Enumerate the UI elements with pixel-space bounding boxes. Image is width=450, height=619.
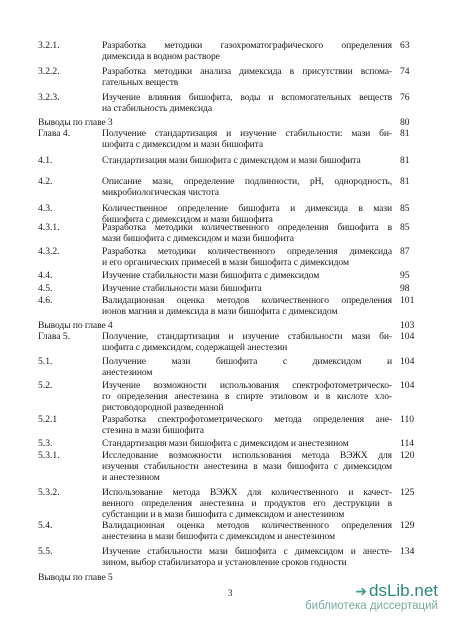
toc-entry-line: изучения стабильности анестезина в мази бишофита с димексидом [102, 461, 392, 472]
toc-entry-line: Описание мази, определение подлинности, pH, однородность, [102, 176, 392, 187]
toc-entry-line: ионов магния и димексида в мази бишофита с димексидом [102, 306, 338, 317]
toc-entry-line: Валидационная оценка методов количественного определения [102, 520, 392, 531]
toc-entry-line: Стандартизация мази бишофита с димексидом и анестезином [102, 438, 349, 449]
toc-entry-number: 4.5. [38, 283, 53, 294]
toc-entry-page: 134 [400, 546, 415, 557]
toc-entry-number: 3.2.3. [38, 92, 60, 103]
toc-entry-line: Выводы по главе 5 [38, 572, 113, 583]
toc-entry-title [102, 283, 392, 294]
toc-entry-number: 3.2.1. [38, 40, 60, 51]
toc-entry-page: 103 [400, 320, 415, 331]
toc-entry-number: 5.2.1 [38, 414, 58, 425]
toc-entry-line: Валидационная оценка методов количественного определения [102, 295, 392, 306]
toc-entry-page: 110 [400, 414, 415, 425]
toc-entry-number: 4.2. [38, 176, 53, 187]
toc-entry-page: 74 [400, 66, 410, 77]
toc-entry-line: Разработка методики количественного определения бишофита в [102, 222, 392, 233]
toc-entry-page: 101 [400, 295, 415, 306]
toc-entry-number: 5.3.2. [38, 487, 60, 498]
toc-entry-line: и его органических примесей в мази бишофита с димексидом [102, 257, 349, 268]
watermark-subtitle: библиотека диссертаций [305, 600, 438, 612]
toc-entry-page: 81 [400, 155, 410, 166]
toc-entry-page: 80 [400, 117, 410, 128]
toc-entry-page: 129 [400, 520, 415, 531]
toc-entry-page: 63 [400, 40, 410, 51]
toc-entry-number: 4.3. [38, 203, 53, 214]
toc-entry-title [102, 155, 392, 166]
toc-entry-line: Изучение стабильности мази бишофита с димексидом и анесте- [102, 546, 392, 557]
toc-entry-line: Получение мази бишофита с димексидом и [102, 356, 392, 367]
toc-entry-title [102, 40, 392, 62]
toc-entry-number: 5.3.1. [38, 450, 60, 461]
toc-entry-line: гательных веществ [102, 77, 179, 88]
toc-entry-line: Разработка методики анализа димексида в присутствии вспома- [102, 66, 392, 77]
toc-entry-line: Получение, стандартизация и изучение стабильности мази би- [102, 331, 392, 342]
toc-entry-line: анестезином [102, 367, 153, 378]
toc-entry-page: 104 [400, 331, 415, 342]
toc-entry-number: 4.3.1. [38, 222, 60, 233]
toc-entry-page: 76 [400, 92, 410, 103]
toc-entry-line: го определения анестезина в спирте этиловом и в кислоте хло- [102, 391, 392, 402]
toc-entry-title [38, 320, 392, 331]
toc-entry-line: Использование метода ВЭЖХ для количественного и качест- [102, 487, 392, 498]
toc-entry-line: на стабильность димексида [102, 103, 212, 114]
toc-entry-title [102, 270, 392, 281]
toc-entry-number: Глава 4. [38, 128, 71, 139]
toc-entry-line: субстанции и в мази бишофита с димексидом и анестезином [102, 509, 345, 520]
toc-entry-number: 4.1. [38, 155, 53, 166]
toc-entry-title [102, 356, 392, 378]
toc-entry-title [102, 246, 392, 268]
toc-entry-page: 98 [400, 283, 410, 294]
toc-entry-number: Глава 5. [38, 331, 71, 342]
toc-entry-line: Изучение возможности использования спектрофотометрическо- [102, 380, 392, 391]
toc-entry-number: 4.6. [38, 295, 53, 306]
toc-entry-number: 5.3. [38, 438, 53, 449]
toc-entry-page: 125 [400, 487, 415, 498]
watermark [305, 582, 438, 613]
toc-entry-line: Разработка методики газохроматографического определения [102, 40, 392, 51]
toc-entry-line: Выводы по главе 4 [38, 320, 113, 331]
toc-entry-number: 5.5. [38, 546, 53, 557]
toc-entry-line: микробиологическая чистота [102, 187, 219, 198]
toc-entry-title [102, 487, 392, 520]
watermark-logo-text: dsLib.net [369, 581, 438, 600]
toc-entry-line: Изучение влияния бишофита, воды и вспомогательных веществ [102, 92, 392, 103]
toc-entry-line: Изучение стабильности мази бишофита с димексидом [102, 270, 320, 281]
toc-entry-line: венного определения анестезина и продуктов его деструкции в [102, 498, 392, 509]
toc-entry-title [102, 66, 392, 88]
toc-entry-title [102, 438, 392, 449]
arrow-icon: ➜ [355, 583, 367, 599]
toc-entry-number: 5.4. [38, 520, 53, 531]
page-number: 3 [228, 588, 233, 598]
toc-entry-page: 85 [400, 203, 410, 214]
toc-entry-number: 4.3.2. [38, 246, 60, 257]
toc-entry-line: Стандартизация мази бишофита с димексидом и мази бишофита [102, 155, 361, 166]
toc-entry-page: 104 [400, 356, 415, 367]
toc-entry-number: 3.2.2. [38, 66, 60, 77]
toc-entry-line: ристоводородной разведенной [102, 402, 224, 413]
toc-entry-page: 81 [400, 176, 410, 187]
toc-entry-line: Разработка спектрофотометрического метода определения ане- [102, 414, 392, 425]
toc-entry-line: Количественное определение бишофита и димексида в мази [102, 203, 392, 214]
toc-entry-page: 104 [400, 380, 415, 391]
toc-entry-line: Выводы по главе 3 [38, 117, 113, 128]
toc-entry-page: 120 [400, 450, 415, 461]
toc-entry-title [102, 331, 392, 353]
toc-entry-title [102, 520, 392, 542]
toc-entry-page: 85 [400, 222, 410, 233]
toc-entry-line: Разработка методики количественного определения димексида [102, 246, 392, 257]
toc-entry-title [102, 92, 392, 114]
toc-entry-number: 4.4. [38, 270, 53, 281]
toc-entry-line: бишофита с димексидом и мази бишофита [102, 214, 273, 225]
toc-entry-line: и анестезином [102, 472, 160, 483]
toc-entry-line: стезина в мази бишофита [102, 425, 204, 436]
toc-entry-line: Изучение стабильности мази бишофита [102, 283, 262, 294]
toc-entry-title [102, 414, 392, 436]
toc-entry-number: 5.2. [38, 380, 53, 391]
toc-entry-line: шофита с димексидом, содержащей анестезин [102, 342, 288, 353]
toc-entry-number: 5.1. [38, 356, 53, 367]
toc-entry-line: шофита с димексидом и мази бишофита [102, 139, 264, 150]
toc-entry-title [102, 222, 392, 244]
toc-entry-title [102, 380, 392, 413]
toc-entry-page: 87 [400, 246, 410, 257]
toc-entry-title [102, 128, 392, 150]
toc-entry-title [102, 450, 392, 483]
toc-entry-line: анестезина в мази бишофита с димексидом и анестезином [102, 531, 335, 542]
toc-entry-line: зином, выбор стабилизатора и установление сроков годности [102, 557, 347, 568]
toc-entry-title [102, 546, 392, 568]
toc-entry-title [102, 295, 392, 317]
watermark-logo [305, 582, 438, 600]
toc-entry-line: Исследование возможности использования метода ВЭЖХ для [102, 450, 392, 461]
toc-entry-line: мази бишофита с димексидом и мази бишофита [102, 233, 294, 244]
toc-entry-line: димексида в водном растворе [102, 51, 220, 62]
toc-entry-title [102, 176, 392, 198]
toc-entry-page: 95 [400, 270, 410, 281]
toc-entry-page: 114 [400, 438, 415, 449]
toc-entry-line: Получение стандартизация и изучение стабильности: мази би- [102, 128, 392, 139]
toc-entry-page: 81 [400, 128, 410, 139]
toc-entry-title [38, 117, 392, 128]
